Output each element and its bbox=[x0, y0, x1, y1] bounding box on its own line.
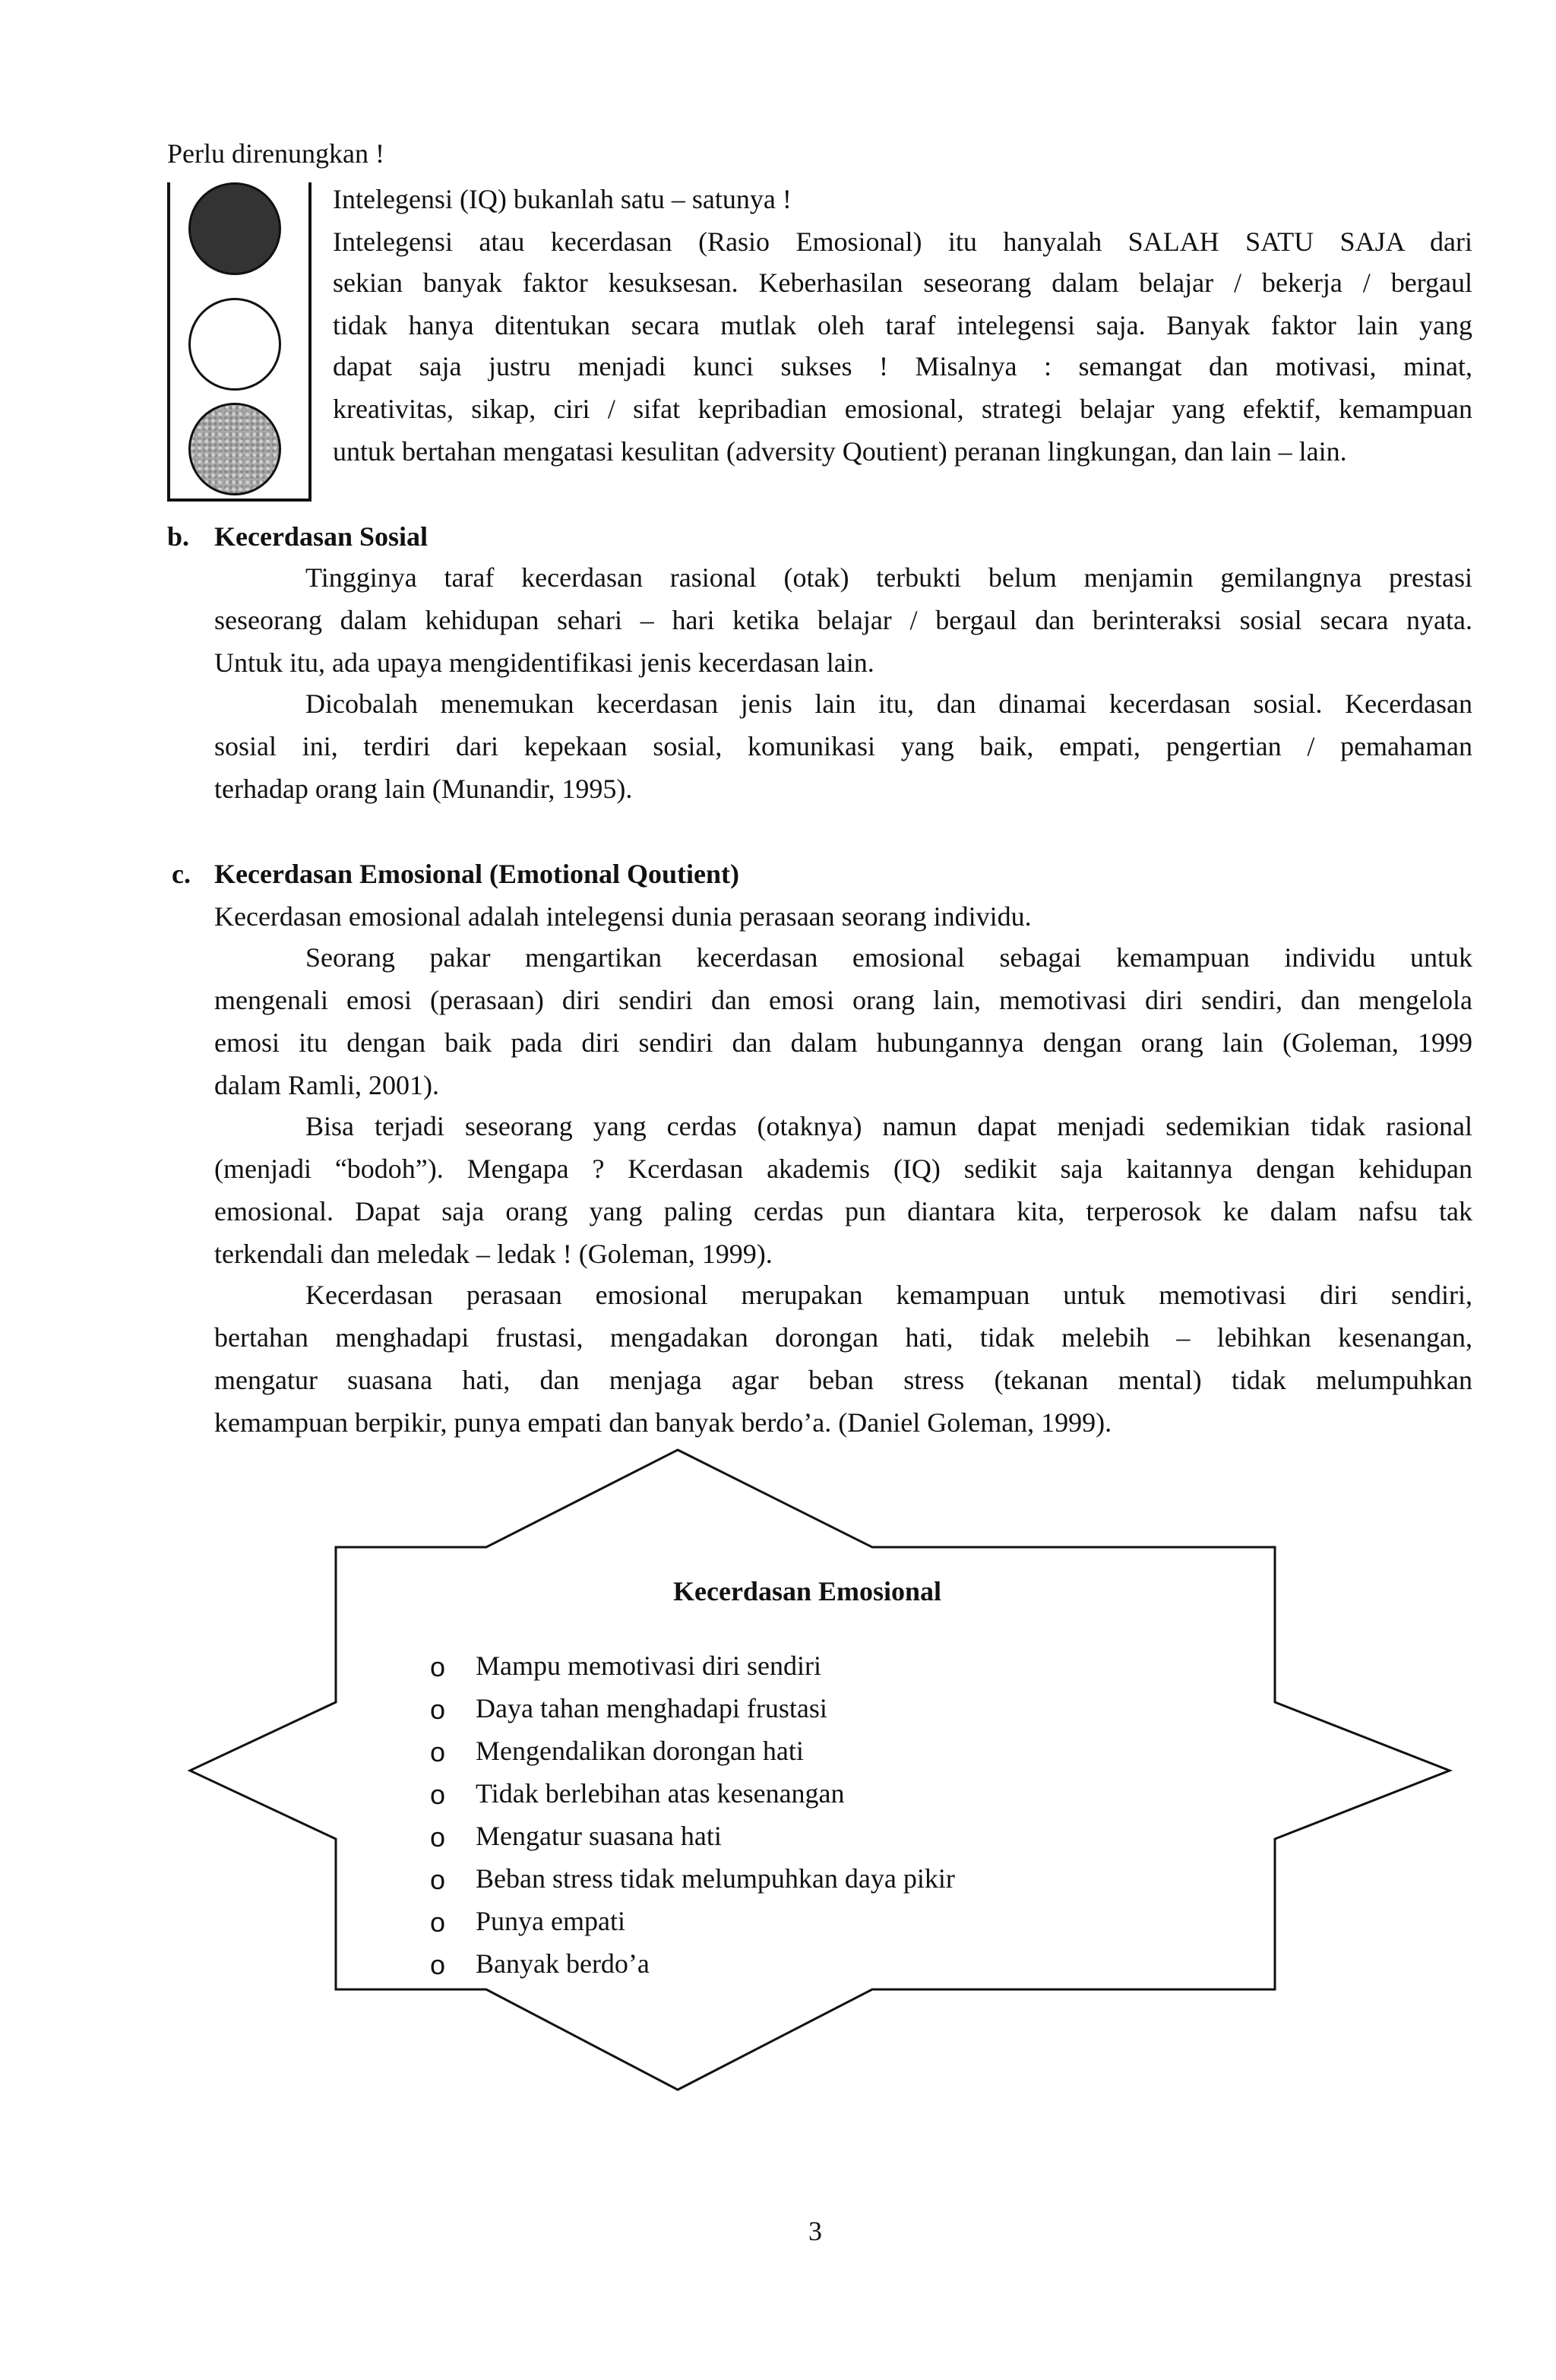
intro-heading: Perlu direnungkan ! bbox=[167, 138, 384, 169]
section-c-line: mengenali emosi (perasaan) diri sendiri dan emosi orang lain, memotivasi diri sendiri, dan mengelola bbox=[214, 985, 1472, 1015]
bullet-icon: o bbox=[430, 1821, 446, 1853]
section-c-line: mengatur suasana hati, dan menjaga agar beban stress (tekanan mental) tidak melumpuhkan bbox=[214, 1365, 1472, 1395]
section-c-line: Seorang pakar mengartikan kecerdasan emosional sebagai kemampuan individu untuk bbox=[305, 942, 1472, 973]
list-item: Punya empati bbox=[476, 1906, 625, 1936]
list-item: Banyak berdo’a bbox=[476, 1948, 650, 1979]
section-b-line: sosial ini, terdiri dari kepekaan sosial, komunikasi yang baik, empati, pengertian / pemahaman bbox=[214, 731, 1472, 761]
intro-line: Intelegensi atau kecerdasan (Rasio Emosional) itu hanyalah SALAH SATU SAJA dari bbox=[333, 226, 1472, 257]
list-item: Tidak berlebihan atas kesenangan bbox=[476, 1778, 845, 1809]
intro-line: tidak hanya ditentukan secara mutlak oleh taraf intelegensi saja. Banyak faktor lain yang bbox=[333, 310, 1472, 340]
list-item: Beban stress tidak melumpuhkan daya pikir bbox=[476, 1863, 955, 1894]
section-b-line: terhadap orang lain (Munandir, 1995). bbox=[214, 774, 633, 804]
bullet-icon: o bbox=[430, 1864, 446, 1895]
bullet-icon: o bbox=[430, 1694, 446, 1725]
section-c-line: emosional. Dapat saja orang yang paling cerdas pun diantara kita, terperosok ke dalam nafsu tak bbox=[214, 1196, 1472, 1226]
star-box-title: Kecerdasan Emosional bbox=[673, 1576, 942, 1606]
list-item: Daya tahan menghadapi frustasi bbox=[476, 1693, 827, 1723]
section-b-label: b. bbox=[167, 521, 190, 552]
section-c-line: (menjadi “bodoh”). Mengapa ? Kcerdasan akademis (IQ) sedikit saja kaitannya dengan kehidupan bbox=[214, 1154, 1472, 1184]
section-c-line: Kecerdasan emosional adalah intelegensi dunia perasaan seorang individu. bbox=[214, 901, 1032, 932]
list-item: Mengatur suasana hati bbox=[476, 1821, 722, 1851]
section-c-line: kemampuan berpikir, punya empati dan banyak berdo’a. (Daniel Goleman, 1999). bbox=[214, 1407, 1112, 1438]
star-outline bbox=[190, 1450, 1450, 2090]
section-c-title: Kecerdasan Emosional (Emotional Qoutient) bbox=[214, 859, 739, 889]
section-c-line: emosi itu dengan baik pada diri sendiri dan dalam hubungannya dengan orang lain (Goleman, 1999 bbox=[214, 1027, 1472, 1058]
section-c-label: c. bbox=[172, 859, 191, 889]
intro-line: sekian banyak faktor kesuksesan. Keberhasilan seseorang dalam belajar / bekerja / bergaul bbox=[333, 267, 1472, 298]
list-item: Mengendalikan dorongan hati bbox=[476, 1736, 804, 1766]
bullet-icon: o bbox=[430, 1736, 446, 1768]
section-b-title: Kecerdasan Sosial bbox=[214, 521, 429, 552]
section-c-line: Bisa terjadi seseorang yang cerdas (otaknya) namun dapat menjadi sedemikian tidak rasional bbox=[305, 1111, 1472, 1141]
section-b-line: Tingginya taraf kecerdasan rasional (otak) terbukti belum menjamin gemilangnya prestasi bbox=[305, 562, 1472, 593]
intro-line: Intelegensi (IQ) bukanlah satu – satunya ! bbox=[333, 184, 792, 214]
section-c-line: terkendali dan meledak – ledak ! (Goleman, 1999). bbox=[214, 1239, 773, 1269]
bullet-icon: o bbox=[430, 1651, 446, 1682]
section-c-line: bertahan menghadapi frustasi, mengadakan dorongan hati, tidak melebih – lebihkan kesenangan, bbox=[214, 1322, 1472, 1353]
bullet-icon: o bbox=[430, 1779, 446, 1810]
section-c-line: dalam Ramli, 2001). bbox=[214, 1070, 439, 1100]
intro-line: kreativitas, sikap, ciri / sifat kepribadian emosional, strategi belajar yang efektif, kemampuan bbox=[333, 394, 1472, 424]
page-number: 3 bbox=[808, 2216, 822, 2246]
section-b-line: seseorang dalam kehidupan sehari – hari ketika belajar / bergaul dan berinteraksi sosial secara nyata. bbox=[214, 605, 1472, 635]
section-b-line: Untuk itu, ada upaya mengidentifikasi jenis kecerdasan lain. bbox=[214, 647, 874, 678]
section-b-line: Dicobalah menemukan kecerdasan jenis lain itu, dan dinamai kecerdasan sosial. Kecerdasan bbox=[305, 688, 1472, 719]
bullet-icon: o bbox=[430, 1949, 446, 1980]
bullet-icon: o bbox=[430, 1907, 446, 1938]
intro-line: untuk bertahan mengatasi kesulitan (adversity Qoutient) peranan lingkungan, dan lain – lain. bbox=[333, 436, 1347, 467]
section-c-line: Kecerdasan perasaan emosional merupakan kemampuan untuk memotivasi diri sendiri, bbox=[305, 1280, 1472, 1310]
list-item: Mampu memotivasi diri sendiri bbox=[476, 1650, 821, 1681]
intro-line: dapat saja justru menjadi kunci sukses ! Misalnya : semangat dan motivasi, minat, bbox=[333, 351, 1472, 381]
